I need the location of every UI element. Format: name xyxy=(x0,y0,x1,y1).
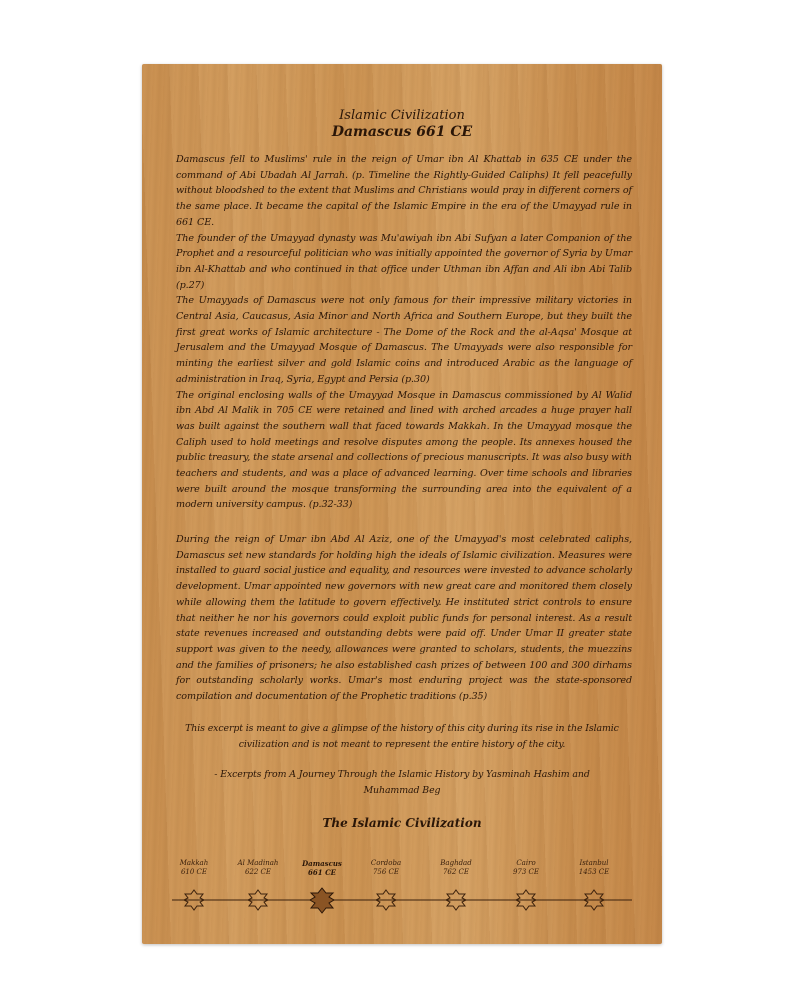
excerpt-note: This excerpt is meant to give a glimpse of the history of this city during its rise in the Islamic civilization and is not meant to represent the entire history of the city. xyxy=(185,723,619,750)
city-name: Al Madinah xyxy=(237,859,279,867)
city-year: 622 CE xyxy=(244,868,272,876)
umar-ibn-abd-al-aziz-paragraph: During the reign of Umar ibn Abd Al Aziz, one of the Umayyad's most celebrated caliphs, Damascus set new standards for holding high the ideals of Islamic civilization. Measures were installed to guard social justice and equality, and resources were invested to advance scholarly development. Umar appointed new governors with new great care and monitored them closely while allowing them the latitude to govern effectively. He instituted strict controls to ensure that neither he nor his governors could exploit public funds for personal interest. As a result state revenues increased and outstanding debts were paid off. Under Umar II greater state support was given to the needy, allowances were granted to scholars, students, the muezzins and the families of prisoners; he also established cash prizes of between 100 and 300 dirhams for outstanding scholarly works. Umar's most enduring project was the state-sponsored compilation and documentation of the Prophetic traditions (p.35) xyxy=(176,534,632,703)
timeline-city-baghdad xyxy=(421,859,491,877)
timeline-city-cairo xyxy=(491,859,561,877)
city-year: 973 CE xyxy=(512,868,540,876)
timeline-city-al-madinah xyxy=(223,859,293,877)
timeline-city-istanbul xyxy=(559,859,629,877)
city-name: Baghdad xyxy=(440,859,472,867)
city-year: 762 CE xyxy=(442,868,470,876)
timeline-title: The Islamic Civilization xyxy=(322,816,482,830)
plaque-subtitle: Damascus 661 CE xyxy=(331,124,473,140)
city-name: Cordoba xyxy=(370,859,402,867)
engraved-wood-plaque xyxy=(142,64,662,944)
city-name: Cairo xyxy=(516,859,536,867)
city-year: 756 CE xyxy=(372,868,400,876)
source-citation: - Excerpts from A Journey Through the Islamic History by Yasminah Hashim and Muhammad Beg xyxy=(214,769,590,796)
city-year: 1453 CE xyxy=(578,868,610,876)
city-name: Damascus xyxy=(302,859,342,868)
timeline-graphic xyxy=(142,884,662,924)
city-year: 661 CE xyxy=(308,868,336,877)
history-text-block: Damascus fell to Muslims' rule in the reign of Umar ibn Al Khattab in 635 CE under the command of Abi Ubadah Al Jarrah. (p. Timeline the Rightly-Guided Caliphs) It fell peacefully without bloodshed to the extent that Muslims and Christians would pray in different corners of the same place. It became the capital of the Islamic Empire in the era of the Umayyad rule in 661 CE. The founder of the Umayyad dynasty was Mu'awiyah ibn Abi Sufyan a later Companion of the Prophet and a resourceful politician who was initially appointed the governor of Syria by Umar ibn Al-Khattab and who continued in that office under Uthman ibn Affan and Ali ibn Abi Talib (p.27) The Umayyads of Damascus were not only famous for their impressive military victories in Central Asia, Caucasus, Asia Minor and North Africa and Southern Europe, but they built the first great works of Islamic architecture - The Dome of the Rock and the al-Aqsa' Mosque at Jerusalem and the Umayyad Mosque of Damascus. The Umayyads were also responsible for minting the earliest silver and gold Islamic coins and introduced Arabic as the language of administration in Iraq, Syria, Egypt and Persia (p.30) The original enclosing walls of the Umayyad Mosque in Damascus commissioned by Al Walid ibn Abd Al Malik in 705 CE were retained and lined with arched arcades a huge prayer hall was built against the southern wall that faced towards Makkah. In the Umayyad mosque the Caliph used to hold meetings and resolve disputes among the people. Its annexes housed the public treasury, the state arsenal and collections of precious manuscripts. It was also busy with teachers and students, and was a place of advanced learning. Over time schools and libraries were built around the mosque transforming the surrounding area into the equivalent of a modern university campus. (p.32-33) xyxy=(176,154,632,511)
timeline-city-damascus xyxy=(287,859,357,877)
timeline-city-cordoba xyxy=(351,859,421,877)
star-marker-damascus-active xyxy=(310,888,334,913)
city-name: Istanbul xyxy=(579,859,609,867)
timeline-city-makkah xyxy=(159,859,229,877)
plaque-title: Islamic Civilization xyxy=(339,108,465,123)
city-year: 610 CE xyxy=(180,868,208,876)
city-name: Makkah xyxy=(179,859,209,867)
